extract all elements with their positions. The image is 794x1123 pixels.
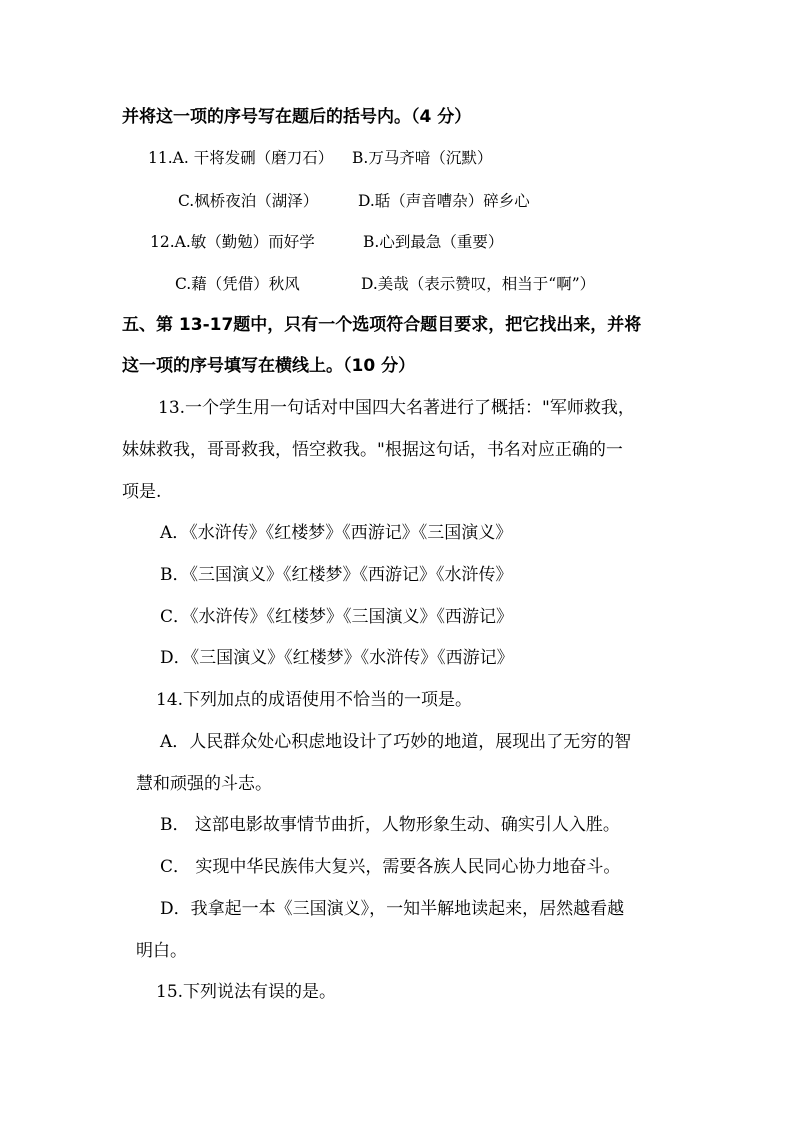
q13-stem-line3: 项是. (122, 482, 162, 502)
q14-stem: 14.下列加点的成语使用不恰当的一项是。 (156, 690, 473, 710)
q14-option-c: C． 实现中华民族伟大复兴，需要各族人民同心协力地奋斗。 (160, 857, 621, 877)
q15-stem: 15.下列说法有误的是。 (156, 982, 337, 1002)
q14-option-d-line2: 明白。 (136, 941, 187, 961)
q13-option-b: B．《三国演义》《红楼梦》《西游记》《水浒传》 (160, 565, 513, 585)
q14-option-d-line1: D．我拿起一本《三国演义》，一知半解地读起来，居然越看越 (160, 899, 625, 919)
instruction-line: 并将这一项的序号写在题后的括号内。（4 分） (122, 107, 472, 127)
q12-option-a: 12.A.敏（勤勉）而好学 (150, 233, 315, 251)
q13-option-c: C．《水浒传》《红楼梦》《三国演义》《西游记》 (160, 607, 514, 627)
q13-stem-line1: 13.一个学生用一句话对中国四大名著进行了概括："军师救我， (158, 398, 635, 418)
q14-option-a-line1: A．人民群众处心积虑地设计了巧妙的地道，展现出了无穷的智 (160, 732, 632, 752)
section-five-heading-line1: 五、第 13-17题中，只有一个选项符合题目要求，把它找出来，并将 (122, 315, 642, 335)
q12-option-c: C.藉（凭借）秋风 (175, 275, 300, 293)
q13-stem-line2: 妹妹救我，哥哥救我，悟空救我。"根据这句话，书名对应正确的一 (122, 440, 623, 460)
q13-option-a: A．《水浒传》《红楼梦》《西游记》《三国演义》 (160, 523, 513, 543)
q11-option-c: C.枫桥夜泊（湖泽） (178, 192, 319, 210)
q11-option-b: B.万马齐喑（沉默） (352, 149, 493, 167)
q11-option-a: 11.A. 干将发硎（磨刀石） (148, 149, 334, 167)
q12-option-d: D.美哉（表示赞叹，相当于“啊”） (361, 275, 596, 293)
q14-option-b: B． 这部电影故事情节曲折，人物形象生动、确实引人入胜。 (160, 815, 620, 835)
q11-option-d: D.聒（声音嘈杂）碎乡心 (358, 192, 530, 210)
q14-option-a-line2: 慧和顽强的斗志。 (136, 774, 272, 794)
q13-option-d: D．《三国演义》《红楼梦》《水浒传》《西游记》 (160, 648, 514, 668)
section-five-heading-line2: 这一项的序号填写在横线上。（10 分） (122, 356, 416, 376)
q12-option-b: B.心到最急（重要） (363, 233, 504, 251)
